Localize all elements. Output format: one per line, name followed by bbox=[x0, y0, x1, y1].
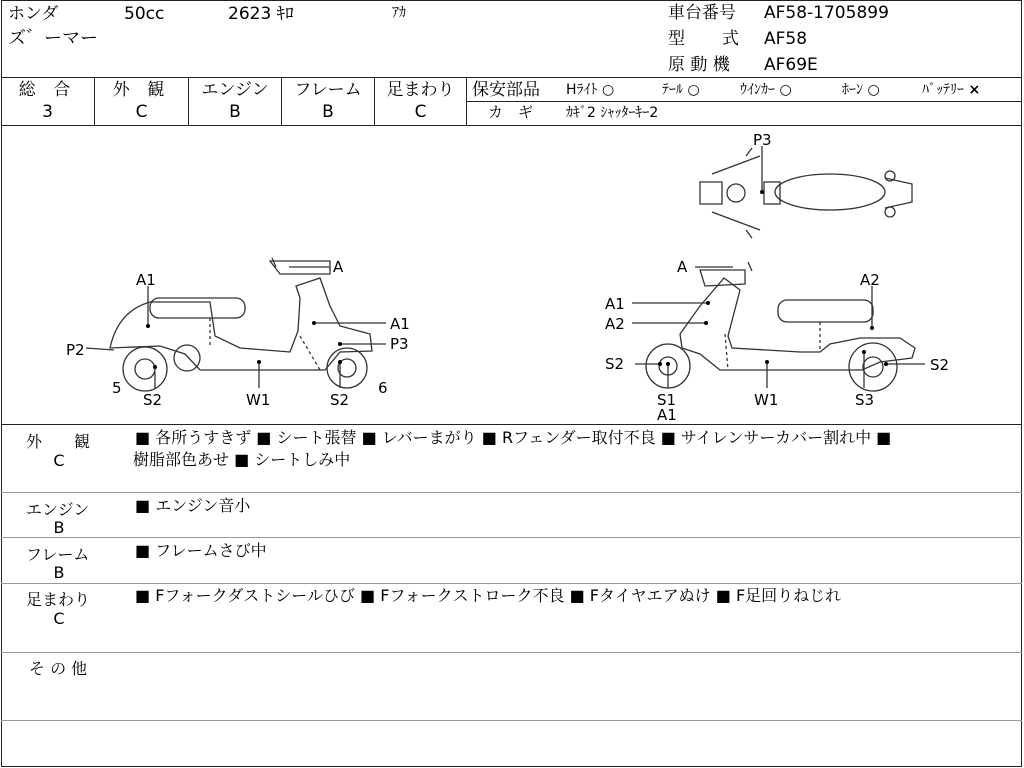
diagram-label: W1 bbox=[246, 391, 271, 409]
engine-model-label: 原 動 機 bbox=[668, 55, 730, 75]
damage-diagram bbox=[0, 126, 1024, 424]
suspension-section-label: 足まわり bbox=[26, 590, 91, 609]
diagram-label: S2 bbox=[605, 355, 625, 373]
other-section-label: そ の 他 bbox=[29, 659, 88, 678]
exterior-label: 外 観 bbox=[112, 80, 171, 100]
diagram-label: P3 bbox=[390, 335, 409, 353]
safety-item: ﾊﾞｯﾃﾘｰ × bbox=[922, 82, 981, 98]
status-mark-icon: ○ bbox=[601, 82, 615, 98]
divider bbox=[1, 492, 1022, 493]
model-name: ズ゛ーマー bbox=[8, 28, 98, 49]
frame-label: フレーム bbox=[294, 80, 362, 100]
diagram-label: A2 bbox=[605, 315, 625, 333]
safety-item: ﾃｰﾙ ○ bbox=[662, 82, 700, 98]
suspension-remarks: ■ Fフォークダストシールひび ■ Fフォークストローク不良 ■ Fタイヤエアぬけ ■ F足回りねじれ bbox=[135, 586, 842, 605]
safety-item: Hﾗｲﾄ ○ bbox=[566, 82, 615, 98]
divider bbox=[1, 720, 1022, 721]
type: AF58 bbox=[764, 29, 808, 49]
frame-section-label: フレーム bbox=[26, 545, 90, 564]
exterior-remarks-line2: 樹脂部色あせ ■ シートしみ中 bbox=[133, 450, 351, 469]
frame-no: AF58-1705899 bbox=[764, 3, 889, 23]
engine-grade: B bbox=[229, 102, 241, 122]
keys-value: ｶｷﾞ2 ｼｬｯﾀｰｷｰ2 bbox=[566, 105, 659, 121]
status-mark-icon: ○ bbox=[687, 82, 700, 98]
engine-model: AF69E bbox=[764, 55, 818, 75]
diagram-label: 6 bbox=[378, 379, 388, 397]
status-mark-icon: ○ bbox=[867, 82, 880, 98]
diagram-label: A1 bbox=[390, 315, 410, 333]
color: ｱｶ bbox=[392, 5, 406, 21]
type-label: 型 式 bbox=[668, 29, 740, 49]
engine-remarks: ■ エンジン音小 bbox=[135, 496, 251, 515]
diagram-label: S2 bbox=[930, 356, 950, 374]
diagram-label: A1 bbox=[136, 271, 156, 289]
diagram-label: A1 bbox=[605, 295, 625, 313]
status-mark-icon: ○ bbox=[779, 82, 792, 98]
suspension-label: 足まわり bbox=[386, 80, 455, 100]
divider bbox=[1, 77, 1022, 78]
suspension-section-grade: C bbox=[53, 609, 65, 628]
safety-label: 保安部品 bbox=[472, 80, 540, 100]
diagram-label: S3 bbox=[855, 391, 875, 409]
divider bbox=[1, 537, 1022, 538]
diagram-label: S2 bbox=[330, 391, 350, 409]
diagram-label: A bbox=[333, 258, 344, 276]
diagram-label: S2 bbox=[143, 391, 163, 409]
overall-label: 総 合 bbox=[18, 80, 77, 100]
exterior-remarks-line1: ■ 各所うすきず ■ シート張替 ■ レバーまがり ■ Rフェンダー取付不良 ■ サイレンサーカバー割れ中 ■ bbox=[135, 428, 892, 447]
maker: ホンダ bbox=[8, 4, 59, 24]
frame-grade: B bbox=[322, 102, 334, 122]
diagram-label: W1 bbox=[754, 391, 779, 409]
exterior-section-grade: C bbox=[53, 451, 65, 470]
diagram-label: A1 bbox=[657, 406, 677, 424]
divider bbox=[466, 101, 1022, 102]
divider bbox=[1, 424, 1022, 425]
displacement: 50cc bbox=[124, 4, 165, 24]
engine-section-label: エンジン bbox=[26, 500, 90, 519]
suspension-grade: C bbox=[414, 102, 427, 122]
diagram-label: A2 bbox=[860, 271, 880, 289]
diagram-label: A bbox=[677, 258, 688, 276]
diagram-label: P2 bbox=[66, 341, 85, 359]
engine-section-grade: B bbox=[53, 518, 65, 537]
diagram-label: P3 bbox=[753, 131, 772, 149]
frame-section-grade: B bbox=[53, 563, 65, 582]
frame-remarks: ■ フレームさび中 bbox=[135, 541, 267, 560]
safety-item: ｳｲﾝｶｰ ○ bbox=[740, 82, 792, 98]
mileage: 2623 ｷﾛ bbox=[228, 4, 294, 24]
divider bbox=[1, 583, 1022, 584]
keys-label: カ ギ bbox=[488, 103, 534, 121]
divider bbox=[1, 652, 1022, 653]
safety-item: ﾎｰﾝ ○ bbox=[842, 82, 880, 98]
engine-label: エンジン bbox=[201, 80, 269, 100]
overall-grade: 3 bbox=[42, 102, 53, 122]
exterior-grade: C bbox=[135, 102, 148, 122]
status-mark-icon: × bbox=[968, 82, 981, 98]
diagram-label: S1 bbox=[657, 391, 677, 409]
diagram-label: 5 bbox=[112, 379, 122, 397]
exterior-section-label: 外 観 bbox=[26, 432, 91, 451]
frame-no-label: 車台番号 bbox=[668, 3, 736, 23]
scooter-top-view bbox=[700, 148, 912, 238]
